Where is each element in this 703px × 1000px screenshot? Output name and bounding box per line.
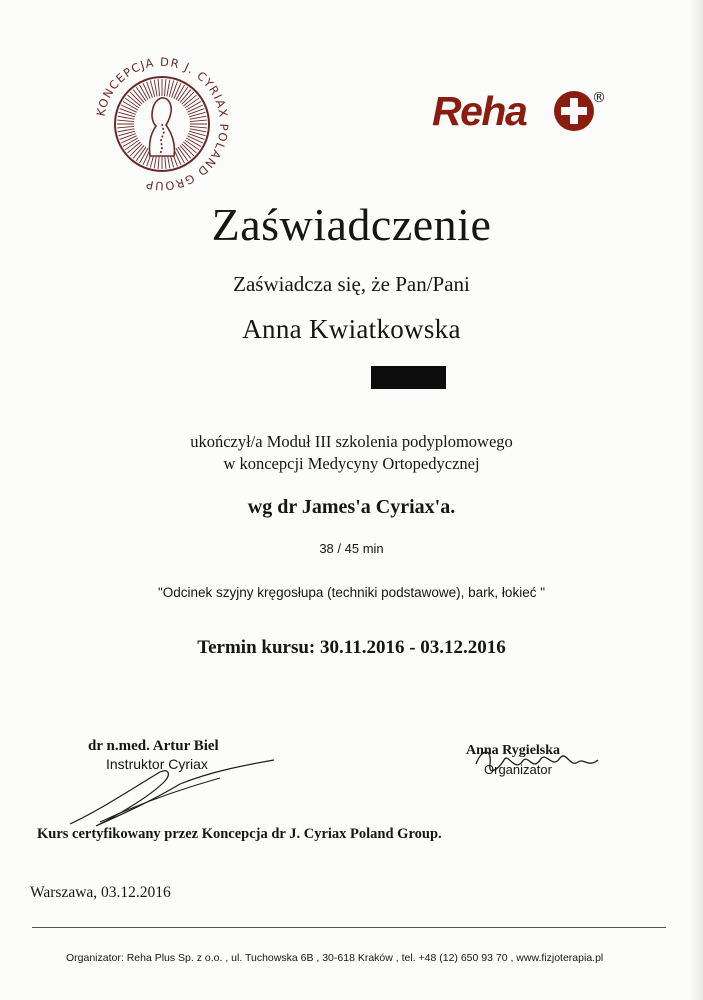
place-and-date: Warszawa, 03.12.2016 [30,884,171,901]
organizer-name: Anna Rygielska [466,743,561,758]
method-reference: wg dr James'a Cyriax'a. [247,496,456,518]
certificate-title: Zaświadczenie [211,199,492,250]
course-dates: Termin kursu: 30.11.2016 - 03.12.2016 [197,637,506,658]
certification-note: Kurs certyfikowany przez Koncepcja dr J. Cyriax Poland Group. [37,826,442,842]
redaction-bar [371,366,446,389]
organizer-role: Organizator [484,762,552,777]
seal-ray [118,116,135,119]
seal-ray [154,80,157,97]
seal-ray [164,79,165,96]
seal-ray [190,116,207,119]
seal-ray [190,120,207,121]
seal-ray [143,83,150,98]
seal-ray [117,120,134,121]
course-hours: 38 / 45 min [319,541,384,556]
seal-ray [167,80,170,97]
seal-ray [118,129,135,132]
course-topic: "Odcinek szyjny kręgosłupa (techniki podstawowe), bark, łokieć " [157,585,545,600]
cyriax-seal-logo [90,52,234,196]
seal-ray [190,126,207,127]
reha-plus-logo [430,84,610,138]
seal-ray [158,79,159,96]
footer-organizer-info: Organizator: Reha Plus Sp. z o.o. , ul. Tuchowska 6B , 30-618 Kraków , tel. +48 (12) 650 93 70 , www.fizjoterapia.pl [66,952,604,964]
reha-brand-text: Reha [432,88,527,134]
seal-ray [187,105,202,112]
registered-mark: ® [592,90,606,106]
seal-text: KONCEPCJA DR J. CYRIAX POLAND GROUP [93,54,232,194]
recipient-name: Anna Kwiatkowska [242,314,461,344]
seal-ray [121,136,136,143]
certificate-intro: Zaświadcza się, że Pan/Pani [233,272,470,296]
instructor-role: Instruktor Cyriax [106,756,208,772]
seal-ray [117,126,134,127]
footer-divider [32,927,666,928]
instructor-name: dr n.med. Artur Biel [88,738,219,754]
seal-ray [121,105,136,112]
seal-ray [187,136,202,143]
seal-ray [174,83,181,98]
completion-line-1: ukończył/a Moduł III szkolenia podyplomowego [190,432,513,451]
seal-ray [190,129,207,132]
completion-line-2: w koncepcji Medycyny Ortopedycznej [223,454,480,473]
